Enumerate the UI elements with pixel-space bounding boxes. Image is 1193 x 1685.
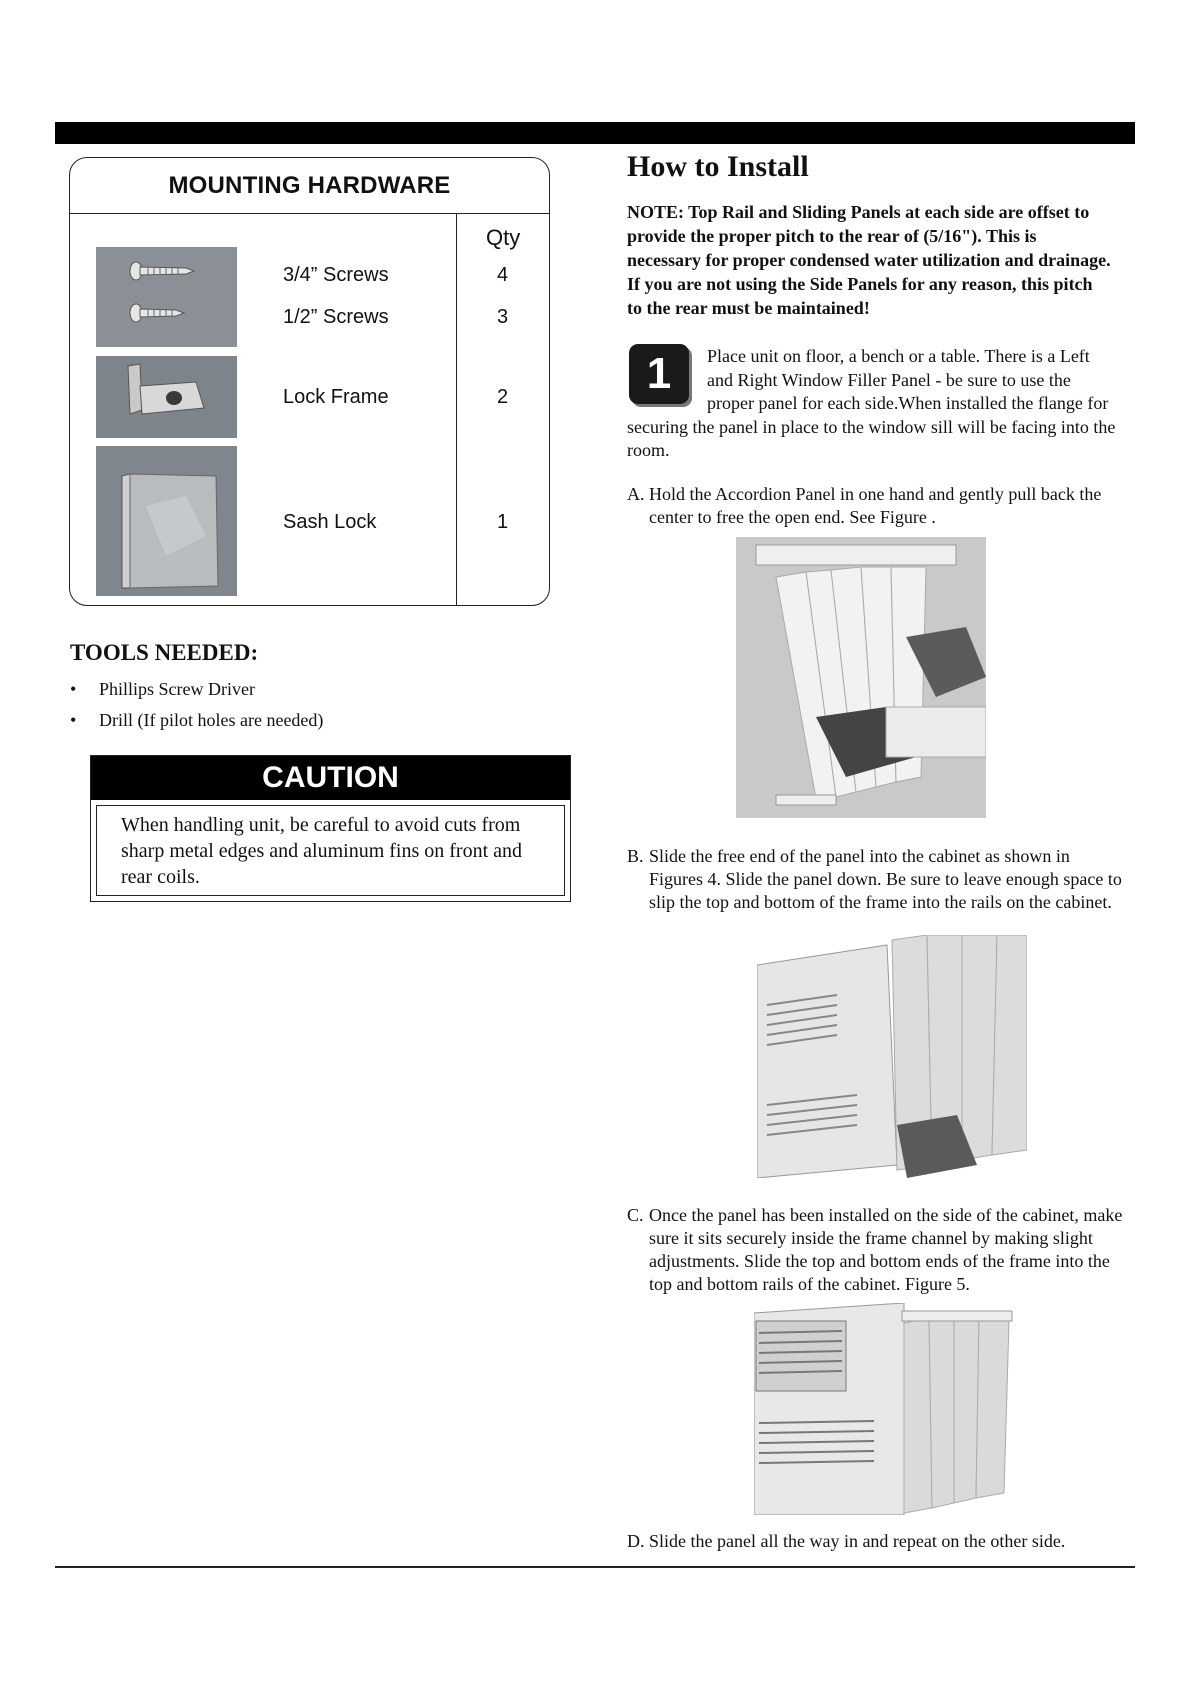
install-note: NOTE: Top Rail and Sliding Panels at each side are offset to provide the proper pitch to the rear of (5/16"). This is necessary for proper condensed water utilization and drainage. If you are not using the Side Panels for any reason, this pitch to the rear must be maintained! <box>627 202 1111 318</box>
bullet-icon: • <box>70 710 77 730</box>
hardware-label-screws-34: 3/4” Screws <box>283 264 389 286</box>
page-title: How to Install <box>627 150 809 183</box>
hardware-label-lock-frame: Lock Frame <box>283 386 389 408</box>
sash-lock-photo <box>96 446 237 596</box>
lock-frame-photo <box>96 356 237 438</box>
panel-installed-photo <box>754 1303 1016 1515</box>
hardware-qty-sash-lock: 1 <box>497 511 509 533</box>
step-c <box>627 1204 1127 1296</box>
list-item <box>70 678 323 709</box>
mounting-hardware-title: MOUNTING HARDWARE <box>70 158 549 214</box>
step-letter: B. <box>627 846 644 866</box>
hardware-label-sash-lock: Sash Lock <box>283 511 377 533</box>
step-letter: C. <box>627 1205 644 1225</box>
hardware-qty-screws-34: 4 <box>497 264 509 286</box>
caution-inner-frame <box>96 805 565 896</box>
list-item <box>70 709 323 740</box>
panel-cabinet-photo <box>757 935 1027 1178</box>
header-bar <box>55 122 1135 144</box>
step-b <box>627 845 1127 914</box>
step-a <box>627 483 1127 529</box>
hardware-label-screws-12: 1/2” Screws <box>283 306 389 328</box>
hardware-qty-lock-frame: 2 <box>497 386 509 408</box>
step-number-badge: 1 <box>629 344 689 404</box>
caution-box <box>90 755 571 902</box>
footer-rule <box>55 1566 1135 1568</box>
bullet-icon: • <box>70 679 77 699</box>
column-divider <box>456 213 457 605</box>
mounting-hardware-box <box>69 157 550 606</box>
step-letter: D. <box>627 1531 645 1551</box>
step-1-text-block <box>627 345 1117 463</box>
tool-item-text: Phillips Screw Driver <box>99 679 255 699</box>
accordion-panel-photo <box>736 537 986 818</box>
step-d <box>627 1530 1127 1553</box>
tool-item-text: Drill (If pilot holes are needed) <box>99 710 324 730</box>
caution-title: CAUTION <box>91 756 570 800</box>
step-text: Hold the Accordion Panel in one hand and gently pull back the center to free the open end. See Figure . <box>649 484 1102 527</box>
tools-needed-title: TOOLS NEEDED: <box>70 640 259 665</box>
screws-photo <box>96 247 237 347</box>
tools-list <box>70 678 323 740</box>
step-text: Once the panel has been installed on the side of the cabinet, make sure it sits securely inside the frame channel by making slight adjustments. Slide the top and bottom ends of the frame into the top and bottom rails of the cabinet. Figure 5. <box>649 1205 1123 1294</box>
caution-text: When handling unit, be careful to avoid cuts from sharp metal edges and aluminum fins on front and rear coils. <box>121 814 523 888</box>
step-text: Slide the free end of the panel into the cabinet as shown in Figures 4. Slide the panel down. Be sure to leave enough space to slip the top and bottom of the frame into the rails on the cabinet. <box>649 846 1122 912</box>
qty-header: Qty <box>486 225 521 250</box>
step-1-text: Place unit on floor, a bench or a table. There is a Left and Right Window Filler Panel - be sure to use the proper panel for each side.When installed the flange for securing the panel in place to the window sill will be facing into the room. <box>627 346 1116 460</box>
step-letter: A. <box>627 484 645 504</box>
step-text: Slide the panel all the way in and repeat on the other side. <box>649 1531 1066 1551</box>
hardware-qty-screws-12: 3 <box>497 306 509 328</box>
